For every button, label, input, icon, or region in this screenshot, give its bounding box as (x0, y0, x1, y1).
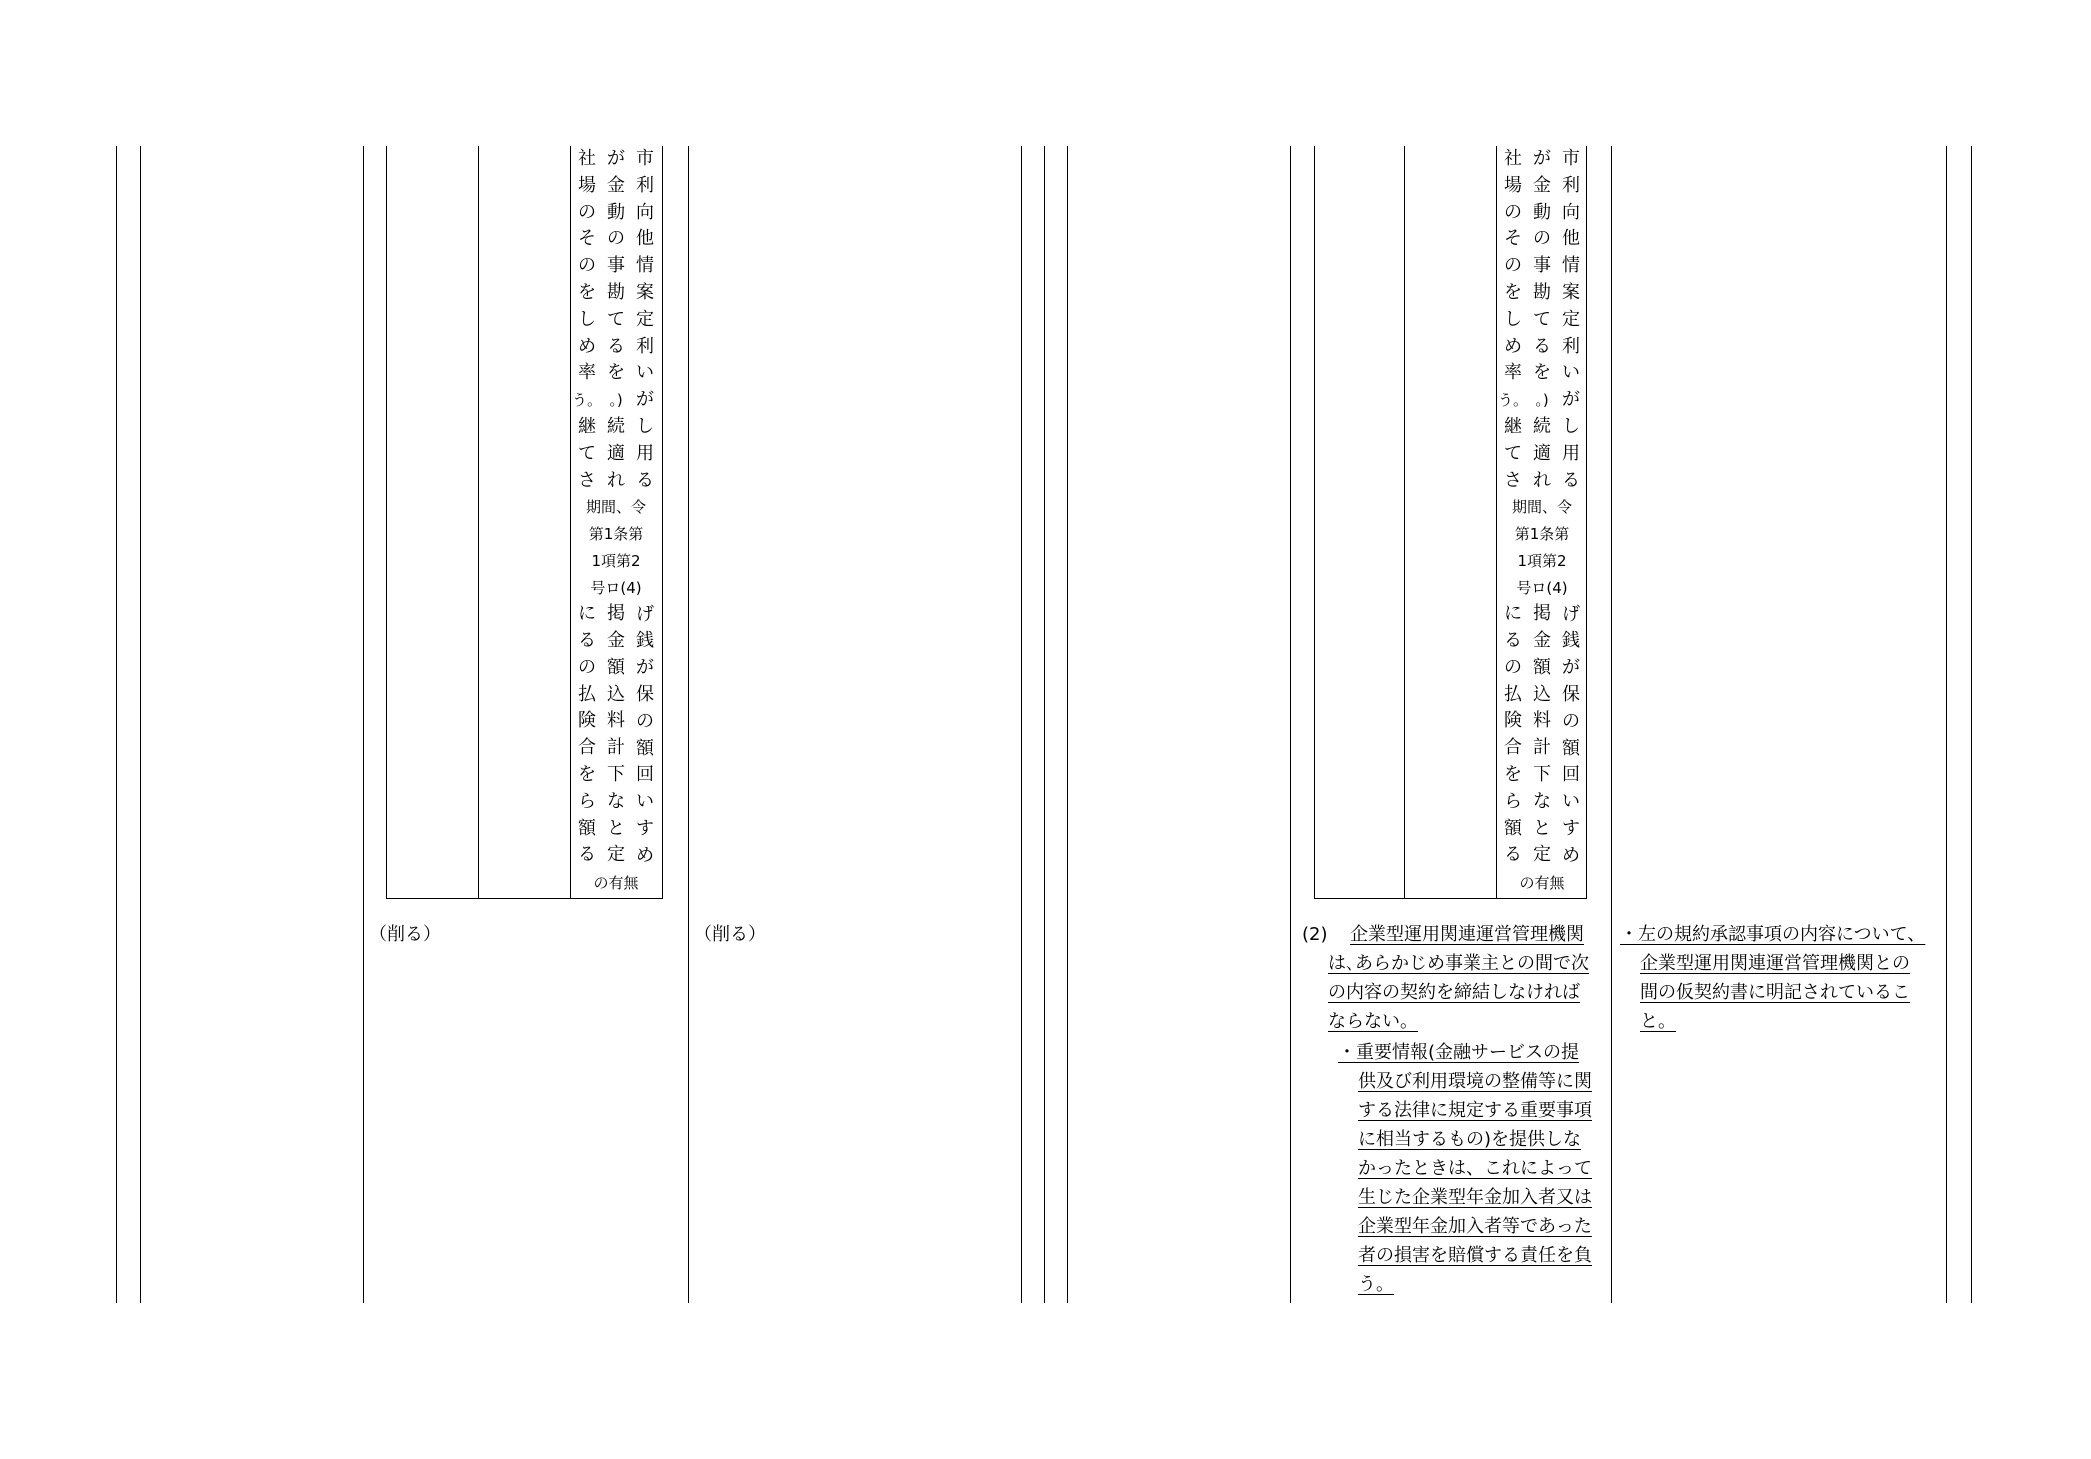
vertical-char: 保 (1562, 683, 1580, 705)
vertical-char: る (1562, 469, 1580, 491)
right-note-line-4: と。 (1640, 1011, 1676, 1032)
vertical-char: め (1504, 335, 1522, 357)
right-outer-line-2 (1067, 146, 1068, 1303)
vertical-char: の (1533, 228, 1551, 250)
vertical-char: る (1533, 335, 1551, 357)
vertical-char: て (578, 442, 596, 464)
vertical-char: を (607, 362, 625, 384)
right-note-line-3: 間の仮契約書に明記されているこ (1640, 982, 1910, 1003)
vertical-char: が (1533, 148, 1551, 169)
left-inner-table-line-1 (386, 146, 387, 898)
vertical-char: 定 (1562, 308, 1580, 330)
vertical-char: 第1条第 (588, 525, 644, 544)
left-inner-table-line-4 (662, 146, 663, 898)
vertical-char: る (1504, 844, 1522, 866)
left-col3-border (1021, 146, 1022, 1303)
vertical-char: と (1533, 817, 1551, 839)
vertical-char: 払 (578, 683, 596, 705)
right-col2-border (1611, 146, 1612, 1303)
vertical-char: 掲 (1533, 603, 1551, 625)
vertical-char: 利 (1562, 174, 1580, 196)
vertical-char: を (1504, 764, 1522, 786)
right-bullet-line-9: う。 (1358, 1274, 1394, 1295)
vertical-char: 。) (609, 391, 623, 410)
vertical-char: 銭 (636, 630, 654, 652)
vertical-char: 計 (607, 737, 625, 759)
vertical-char: な (1533, 790, 1551, 812)
vertical-char: 定 (636, 308, 654, 330)
vertical-char: 他 (1562, 228, 1580, 250)
right-bullet-line-7: 企業型年金加入者等であった (1358, 1216, 1592, 1237)
vertical-char: る (636, 469, 654, 491)
right-vertical-col-1 (1511, 146, 1580, 896)
right-col3-border (1946, 146, 1947, 1303)
vertical-char: の (636, 710, 654, 732)
vertical-char: 社 (1504, 148, 1522, 169)
vertical-char: の (1504, 255, 1522, 277)
vertical-char: う。 (571, 391, 602, 410)
vertical-char: い (1562, 362, 1580, 384)
vertical-char: 適 (1533, 442, 1551, 464)
vertical-char: て (1533, 308, 1551, 330)
left-outer-line-1 (116, 146, 117, 1303)
vertical-char: げ (636, 603, 654, 625)
left-vertical-col-1 (585, 146, 654, 896)
vertical-char: 案 (1562, 281, 1580, 303)
vertical-char: 下 (1533, 764, 1551, 786)
vertical-char: 継 (578, 415, 596, 437)
vertical-char: 市 (1562, 148, 1580, 169)
vertical-char: 期間、令 (585, 498, 646, 517)
right-outer-line-3 (1971, 146, 1972, 1303)
vertical-char: 適 (607, 442, 625, 464)
right-outer-line-1 (1044, 146, 1045, 1303)
vertical-char: 利 (636, 174, 654, 196)
vertical-char: を (578, 281, 596, 303)
vertical-char: 情 (1562, 255, 1580, 277)
vertical-char: う。 (1497, 391, 1528, 410)
vertical-char: 期間、令 (1511, 498, 1572, 517)
vertical-char: 。) (1535, 391, 1549, 410)
vertical-char: が (1562, 389, 1580, 411)
vertical-char: 金 (607, 630, 625, 652)
left-deleted-label-2: （削る） (694, 924, 766, 945)
vertical-char: 額 (1533, 656, 1551, 678)
vertical-char: を (1504, 281, 1522, 303)
vertical-char: 定 (1533, 844, 1551, 866)
vertical-char: 回 (1562, 764, 1580, 786)
vertical-char: 合 (578, 737, 596, 759)
vertical-char: 銭 (1562, 630, 1580, 652)
vertical-char: そ (1504, 228, 1522, 250)
vertical-char: 額 (1504, 817, 1522, 839)
left-inner-table-line-2 (478, 146, 479, 898)
vertical-char: め (578, 335, 596, 357)
vertical-char: 動 (1533, 201, 1551, 223)
vertical-char: を (578, 764, 596, 786)
vertical-char: 動 (607, 201, 625, 223)
right-inner-table-line-1 (1314, 146, 1315, 898)
vertical-char: 込 (607, 683, 625, 705)
vertical-char: す (636, 817, 654, 839)
right-inner-table-line-4 (1586, 146, 1587, 898)
right-bullet-line-1: ・重要情報(金融サービスの提 (1338, 1042, 1580, 1063)
vertical-char: 1項第2 (1517, 551, 1567, 570)
vertical-char: 場 (578, 174, 596, 196)
vertical-char: め (1562, 844, 1580, 866)
vertical-char: 額 (636, 737, 654, 759)
vertical-char: 勘 (607, 281, 625, 303)
vertical-char: れ (1533, 469, 1551, 491)
vertical-char: と (607, 817, 625, 839)
left-vertical-text-block (571, 146, 654, 896)
right-inner-table-line-3 (1496, 146, 1497, 898)
left-inner-table-bottom (386, 898, 663, 899)
vertical-char: 続 (607, 415, 625, 437)
right-bullet-line-3: する法律に規定する重要事項 (1358, 1100, 1592, 1121)
vertical-char: が (636, 657, 654, 679)
vertical-char: を (1533, 362, 1551, 384)
vertical-char: い (1562, 791, 1580, 813)
right-item-line-3: の内容の契約を締結しなければ (1328, 982, 1580, 1003)
vertical-char: 合 (1504, 737, 1522, 759)
vertical-char: が (607, 148, 625, 169)
vertical-char: 額 (607, 656, 625, 678)
right-note-line-1: ・左の規約承認事項の内容について、 (1620, 924, 1926, 945)
left-col1-border (363, 146, 364, 1303)
vertical-char: 保 (636, 683, 654, 705)
vertical-char: 込 (1533, 683, 1551, 705)
right-inner-table-line-2 (1404, 146, 1405, 898)
vertical-char: 勘 (1533, 281, 1551, 303)
vertical-char: し (1562, 415, 1580, 437)
vertical-char: 用 (1562, 442, 1580, 464)
vertical-char: し (1504, 308, 1522, 330)
vertical-char: 率 (578, 362, 596, 384)
vertical-char: 率 (1504, 362, 1522, 384)
right-bullet-line-2: 供及び利用環境の整備等に関 (1358, 1071, 1592, 1092)
vertical-char: 険 (578, 710, 596, 732)
vertical-char: 額 (578, 817, 596, 839)
vertical-char: さ (578, 469, 596, 491)
right-item-line-4: ならない。 (1328, 1011, 1418, 1032)
vertical-char: る (1504, 630, 1522, 652)
vertical-char: そ (578, 228, 596, 250)
vertical-char: 金 (1533, 174, 1551, 196)
vertical-char: 払 (1504, 683, 1522, 705)
vertical-char: の (1504, 201, 1522, 223)
vertical-char: 定 (607, 844, 625, 866)
vertical-char: に (578, 603, 596, 625)
vertical-char: が (1562, 657, 1580, 679)
vertical-char: 社 (578, 148, 596, 169)
vertical-char: げ (1562, 603, 1580, 625)
vertical-char: し (578, 308, 596, 330)
vertical-char: め (636, 844, 654, 866)
vertical-char: 掲 (607, 603, 625, 625)
vertical-char: 計 (1533, 737, 1551, 759)
vertical-char: が (636, 389, 654, 411)
vertical-char: の有無 (593, 873, 639, 892)
vertical-char: 事 (1533, 255, 1551, 277)
vertical-char: に (1504, 603, 1522, 625)
vertical-char: る (578, 630, 596, 652)
vertical-char: い (636, 791, 654, 813)
vertical-char: 他 (636, 228, 654, 250)
vertical-char: 金 (1533, 630, 1551, 652)
vertical-char: の (607, 228, 625, 250)
vertical-char: 回 (636, 764, 654, 786)
vertical-char: い (636, 362, 654, 384)
vertical-char: 継 (1504, 415, 1522, 437)
vertical-char: る (578, 844, 596, 866)
right-bullet-line-6: 生じた企業型年金加入者又は (1358, 1187, 1592, 1208)
vertical-char: て (607, 308, 625, 330)
vertical-char: 1項第2 (591, 551, 641, 570)
vertical-char: の (578, 656, 596, 678)
vertical-char: る (607, 335, 625, 357)
vertical-char: 向 (636, 201, 654, 223)
vertical-char: の有無 (1519, 873, 1565, 892)
left-col2-border (688, 146, 689, 1303)
left-inner-table-line-3 (570, 146, 571, 898)
vertical-char: て (1504, 442, 1522, 464)
vertical-char: し (636, 415, 654, 437)
vertical-char: 場 (1504, 174, 1522, 196)
vertical-char: 号ロ(4) (1516, 578, 1568, 597)
vertical-char: の (1504, 656, 1522, 678)
vertical-char: 続 (1533, 415, 1551, 437)
vertical-char: 案 (636, 281, 654, 303)
vertical-char: 金 (607, 174, 625, 196)
right-bullet-line-5: かったときは、これによって (1358, 1158, 1592, 1179)
vertical-char: 下 (607, 764, 625, 786)
vertical-char: 号ロ(4) (590, 578, 642, 597)
vertical-char: 険 (1504, 710, 1522, 732)
vertical-char: の (578, 201, 596, 223)
vertical-char: 用 (636, 442, 654, 464)
vertical-char: 利 (636, 335, 654, 357)
vertical-char: 第1条第 (1514, 525, 1570, 544)
vertical-char: の (1562, 710, 1580, 732)
vertical-char: 事 (607, 255, 625, 277)
right-bullet-line-4: に相当するもの)を提供しな (1358, 1129, 1582, 1150)
right-col1-border (1290, 146, 1291, 1303)
right-inner-table-bottom (1314, 898, 1587, 899)
vertical-char: さ (1504, 469, 1522, 491)
left-deleted-label-1: （削る） (369, 924, 441, 945)
vertical-char: 額 (1562, 737, 1580, 759)
vertical-char: す (1562, 817, 1580, 839)
vertical-char: 料 (607, 710, 625, 732)
right-note-line-2: 企業型運用関連運営管理機関との (1640, 953, 1910, 974)
vertical-char: ら (578, 790, 596, 812)
right-item-line-2: は､あらかじめ事業主との間で次 (1328, 953, 1589, 974)
vertical-char: な (607, 790, 625, 812)
vertical-char: 利 (1562, 335, 1580, 357)
vertical-char: れ (607, 469, 625, 491)
vertical-char: 情 (636, 255, 654, 277)
vertical-char: 市 (636, 148, 654, 169)
vertical-char: 料 (1533, 710, 1551, 732)
right-vertical-text-block (1497, 146, 1580, 896)
right-bullet-line-8: 者の損害を賠償する責任を負 (1358, 1245, 1592, 1266)
vertical-char: 向 (1562, 201, 1580, 223)
vertical-char: ら (1504, 790, 1522, 812)
left-outer-line-2 (140, 146, 141, 1303)
right-item-line-1: 企業型運用関連運営管理機関 (1350, 924, 1584, 945)
vertical-char: の (578, 255, 596, 277)
right-item-number: (2) (1302, 924, 1328, 945)
